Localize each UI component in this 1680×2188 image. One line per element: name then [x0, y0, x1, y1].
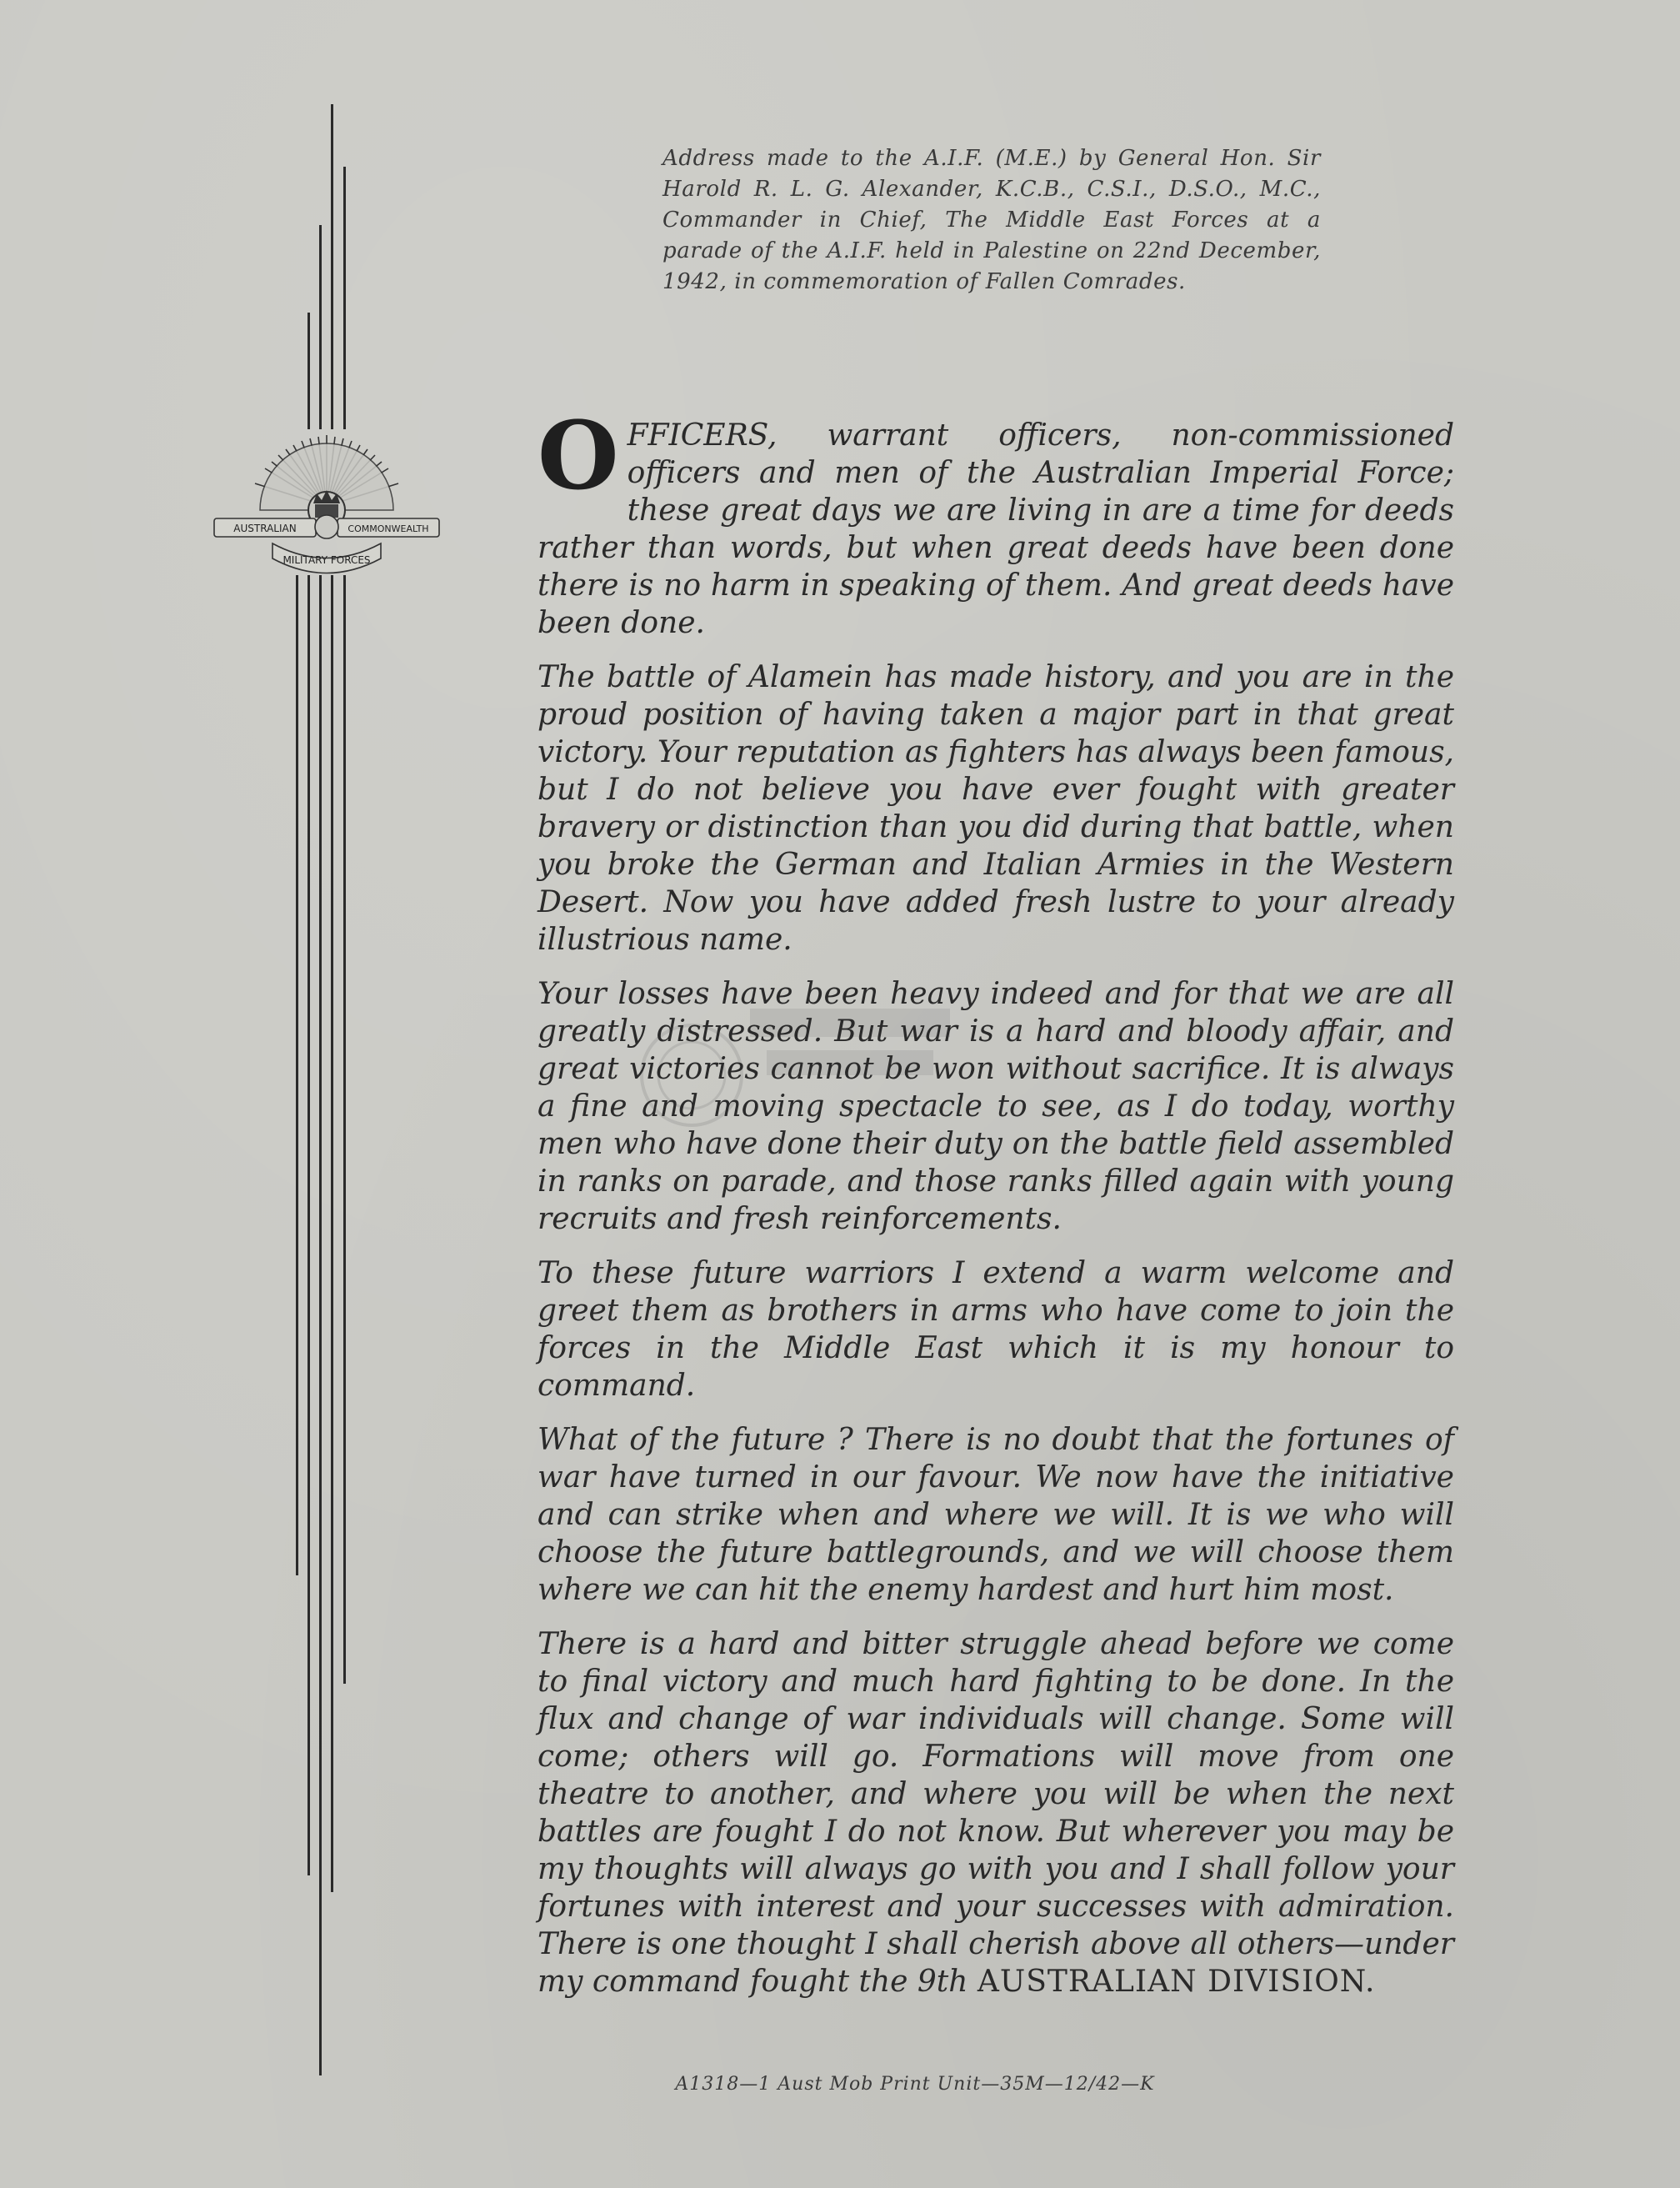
rising-sun-badge-icon	[210, 427, 443, 585]
badge-ribbon-left: AUSTRALIAN	[233, 523, 297, 534]
badge-scroll-text: MILITARY FORCES	[282, 554, 371, 566]
address-paragraph	[538, 402, 1454, 642]
address-paragraph-text: There is a hard and bitter struggle ahead before we come to final victory and much hard fighting to be done. In the flux and change of war individuals will change. Some will come; others will go. Formations will move from one theatre to another, and where you will be when the next battles are fought I do not know. But wherever you may be my thoughts will always go with you and I shall follow your fortunes with interest and your successes with admiration. There is one thought I shall cherish above all others—under my command fought the 9th	[538, 1627, 1454, 1999]
address-paragraph-text: FFICERS, warrant officers, non-commissioned officers and men of the Australian Imperial Force; these great days we are living in are a time for deeds rather than words, but when great deeds have been done there is no harm in speaking of them. And great deeds have been done.	[538, 418, 1454, 640]
decorative-rule	[319, 575, 322, 2075]
decorative-rule	[296, 575, 298, 1575]
decorative-rule	[331, 104, 333, 429]
address-paragraph: What of the future ? There is no doubt that the fortunes of war have turned in our favour. We now have the initiative and can strike when and where we will. It is we who will choose the future battlegrounds, and we will choose them where we can hit the enemy hardest and hurt him most.	[538, 1423, 1454, 1607]
print-code: A1318—1 Aust Mob Print Unit—35M—12/42—K	[675, 2074, 1155, 2095]
intro-note: Address made to the A.I.F. (M.E.) by General Hon. Sir Harold R. L. G. Alexander, K.C.B., C.S.I., D.S.O., M.C., Commander in Chief, The Middle East Forces at a parade of the A.I.F. held in Palestine on 22nd December, 1942, in commemoration of Fallen Comrades.	[662, 146, 1321, 294]
decorative-rule	[343, 167, 346, 429]
decorative-rule	[331, 575, 333, 1892]
decorative-rule	[308, 313, 310, 429]
decorative-rule	[308, 575, 310, 1875]
division-name: AUSTRALIAN DIVISION.	[977, 1965, 1376, 1999]
decorative-rule	[343, 575, 346, 1684]
drop-cap: O	[538, 402, 619, 511]
decorative-rule	[319, 225, 322, 429]
address-paragraph: To these future warriors I extend a warm welcome and greet them as brothers in arms who have come to join the forces in the Middle East which it is my honour to command.	[538, 1256, 1454, 1403]
badge-ribbon-right: COMMONWEALTH	[348, 523, 429, 534]
address-paragraph: The battle of Alamein has made history, and you are in the proud position of having taken a major part in that great victory. Your reputation as fighters has always been famous, but I do not believe you have ever fought with greater bravery or distinction than you did during that battle, when you broke the German and Italian Armies in the Western Desert. Now you have added fresh lustre to your already illustrious name.	[538, 660, 1454, 957]
address-paragraph	[538, 1625, 1454, 2000]
address-paragraph: Your losses have been heavy indeed and for that we are all greatly distressed. But war is a hard and bloody affair, and great victories cannot be won without sacrifice. It is always a fine and moving spectacle to see, as I do today, worthy men who have done their duty on the battle field assembled in ranks on parade, and those ranks filled again with young recruits and fresh reinforcements.	[538, 977, 1454, 1236]
address-body	[538, 402, 1454, 2017]
